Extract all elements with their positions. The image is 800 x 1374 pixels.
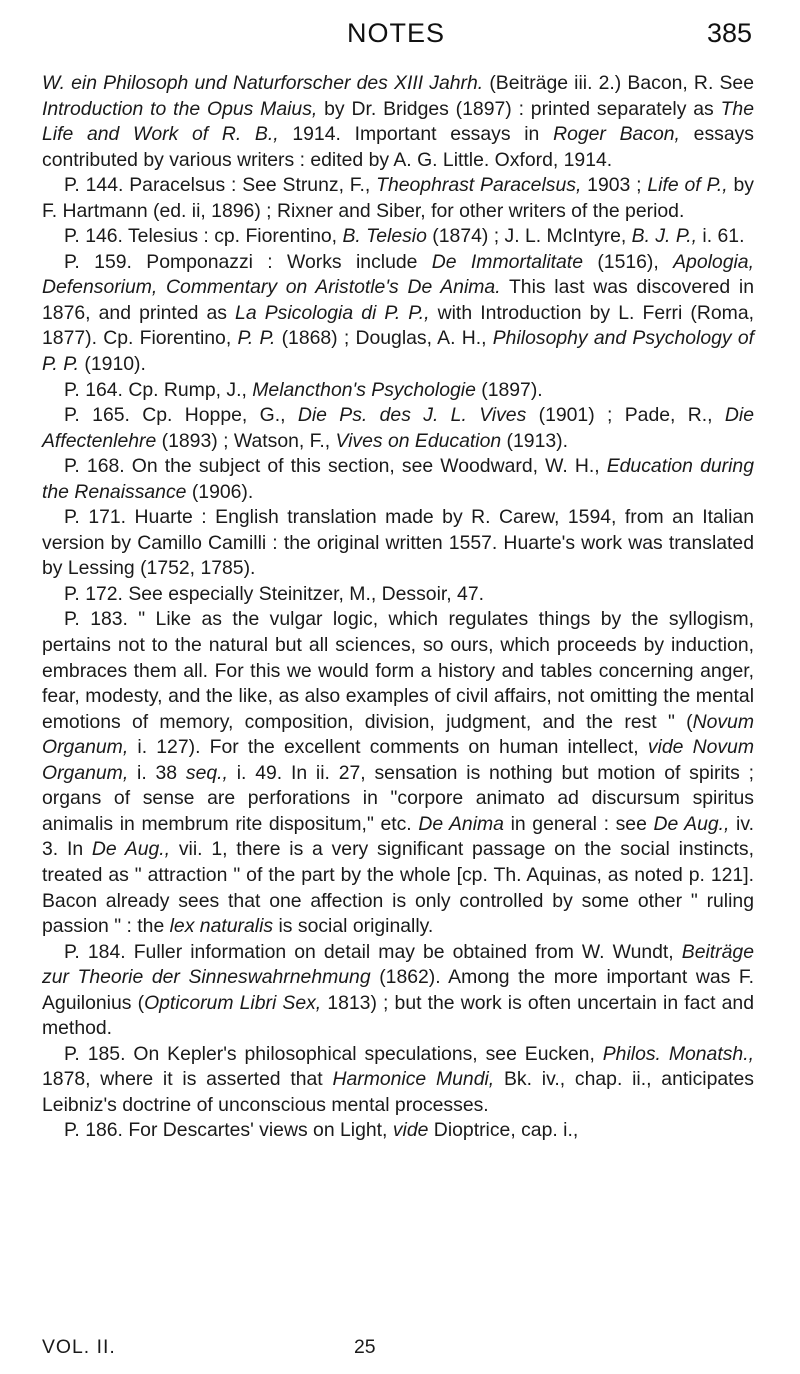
note-text: 1914. Important essays in xyxy=(278,123,554,146)
note-text: essays contributed by various writers : edited by A. G. Little. Oxford, 1914. xyxy=(42,123,755,171)
note-text: iv. 3. In xyxy=(42,812,755,861)
note-italic-text: De Aug., xyxy=(91,838,171,861)
note-paragraph xyxy=(42,250,754,378)
note-text: P. 165. Cp. Hoppe, G., xyxy=(64,404,298,427)
note-italic-text: De Immortalitate xyxy=(431,250,583,273)
note-text: (1874) ; J. L. McIntyre, xyxy=(426,225,632,248)
note-text: (1893) ; Watson, F., xyxy=(156,429,336,452)
note-italic-text: Roger Bacon, xyxy=(553,123,680,146)
note-text: P. 171. Huarte : English translation made by R. Carew, 1594, from an Italian version by Camillo Camilli : the original written 1557. Huarte's work was translated by Lessing (1752, 1785). xyxy=(42,506,754,580)
notes-body xyxy=(42,71,754,1144)
note-italic-text: B. J. P., xyxy=(631,225,698,248)
note-italic-text: Philosophy and Psychology of P. P. xyxy=(42,327,754,376)
note-text: P. 184. Fuller information on detail may be obtained from W. Wundt, xyxy=(64,940,682,963)
note-paragraph xyxy=(42,454,754,505)
note-italic-text: De Aug., xyxy=(653,812,730,835)
note-text: i. 127). For the excellent comments on human intellect, xyxy=(128,736,648,759)
note-text: i. 61. xyxy=(697,225,745,248)
note-text: P. 164. Cp. Rump, J., xyxy=(64,378,253,401)
volume-label: VOL. II. xyxy=(42,1336,116,1358)
note-text: P. 183. " Like as the vulgar logic, which regulates things by the syllogism, pertains not to the natural but all sciences, so ours, which proceeds by induction, embraces them all. For this we would form a history and tables concerning anger, fear, modesty, and the like, as also examples of civil affairs, not omitting the mental emotions of memory, composition, division, judgment, and the rest " ( xyxy=(42,608,754,733)
note-italic-text: Apologia, Defensorium, Commentary on Aristotle's De Anima. xyxy=(42,250,754,299)
note-italic-text: Philos. Monatsh., xyxy=(602,1042,754,1065)
note-paragraph xyxy=(42,378,754,404)
note-italic-text: Life of P., xyxy=(647,174,728,197)
note-text: vii. 1, there is a very significant passage on the social instincts, treated as " attraction " of the part by the whole [cp. Th. Aquinas, as noted p. 121]. Bacon already sees that one affection is only controlled by some other " ruling passion " : the xyxy=(42,838,755,938)
note-text: P. 146. Telesius : cp. Fiorentino, xyxy=(64,225,343,248)
note-italic-text: seq., xyxy=(185,761,228,784)
note-text: by F. Hartmann (ed. ii, 1896) ; Rixner and Siber, for other writers of the period. xyxy=(42,174,754,222)
note-text: P. 185. On Kepler's philosophical speculations, see Eucken, xyxy=(64,1042,603,1065)
note-text: (1913). xyxy=(501,429,568,452)
note-italic-text: Beiträge zur Theorie der Sinneswahrnehmung xyxy=(42,940,754,989)
note-italic-text: W. ein Philosoph und Naturforscher des XIII Jahrh. xyxy=(42,72,484,94)
note-text: P. 168. On the subject of this section, see Woodward, W. H., xyxy=(64,455,607,478)
note-text: (1897). xyxy=(475,378,543,401)
note-text: i. 38 xyxy=(128,761,186,784)
note-italic-text: lex naturalis xyxy=(169,915,274,938)
note-text: This last was discovered in 1876, and printed as xyxy=(42,276,754,324)
note-text: (1516), xyxy=(582,250,674,273)
note-text: in general : see xyxy=(503,812,654,835)
note-italic-text: vide Novum Organum, xyxy=(42,736,754,784)
running-header xyxy=(40,18,752,58)
note-italic-text: vide xyxy=(392,1119,429,1142)
note-text: P. 172. See especially Steinitzer, M., Dessoir, 47. xyxy=(64,582,484,605)
note-text: 1903 ; xyxy=(581,174,648,197)
note-italic-text: Die Ps. des J. L. Vives xyxy=(297,404,527,427)
note-paragraph xyxy=(42,582,754,608)
note-italic-text: P. P. xyxy=(237,327,276,350)
note-text: P. 186. For Descartes' views on Light, xyxy=(64,1119,393,1142)
note-text: (Beiträge iii. 2.) Bacon, R. See xyxy=(483,72,754,94)
note-italic-text: Education during the Renaissance xyxy=(42,455,754,503)
note-paragraph xyxy=(42,224,754,250)
note-italic-text: B. Telesio xyxy=(342,225,427,248)
signature-mark: 25 xyxy=(354,1336,376,1358)
note-paragraph xyxy=(42,607,754,939)
note-text: with Introduction by L. Ferri (Roma, 1877). Cp. Fiorentino, xyxy=(42,301,754,350)
note-paragraph xyxy=(42,1118,754,1144)
note-paragraph xyxy=(42,71,754,173)
running-title: NOTES xyxy=(346,18,445,48)
note-text: 1813) ; but the work is often uncertain in fact and method. xyxy=(42,991,754,1040)
note-text: i. 49. In ii. 27, sensation is nothing but motion of spirits ; organs of sense are perforations in "corpore animato ad discursum spiritus animalis in membrum rite dispositum," etc. xyxy=(42,761,754,835)
note-text: (1906). xyxy=(186,480,254,503)
note-paragraph xyxy=(42,505,754,582)
note-italic-text: Die Affectenlehre xyxy=(42,404,754,452)
page-footer xyxy=(42,1336,754,1364)
note-text: (1910). xyxy=(79,353,146,376)
note-text: 1878, where it is asserted that xyxy=(42,1068,333,1091)
note-text: P. 144. Paracelsus : See Strunz, F., xyxy=(64,174,377,197)
note-italic-text: Theophrast Paracelsus, xyxy=(376,174,582,197)
note-text: (1901) ; Pade, R., xyxy=(526,404,725,427)
note-text: (1868) ; Douglas, A. H., xyxy=(275,327,493,350)
note-paragraph xyxy=(42,940,754,1042)
note-text: P. 159. Pomponazzi : Works include xyxy=(64,250,432,273)
note-text: Bk. iv., chap. ii., anticipates Leibniz's doctrine of unconscious mental processes. xyxy=(42,1068,755,1116)
note-italic-text: Harmonice Mundi, xyxy=(332,1068,495,1091)
note-italic-text: The Life and Work of R. B., xyxy=(42,97,754,146)
note-italic-text: Melancthon's Psychologie xyxy=(252,378,476,401)
note-paragraph xyxy=(42,1042,754,1119)
note-paragraph xyxy=(42,173,754,224)
note-italic-text: La Psicologia di P. P., xyxy=(235,301,430,324)
note-text: Dioptrice, cap. i., xyxy=(428,1119,579,1142)
note-text: (1862). Among the more important was F. Aguilonius ( xyxy=(42,966,755,1014)
note-italic-text: De Anima xyxy=(418,812,504,835)
note-text: is social originally. xyxy=(273,915,434,938)
note-paragraph xyxy=(42,403,754,454)
note-text: by Dr. Bridges (1897) : printed separately as xyxy=(317,97,721,120)
note-italic-text: Novum Organum, xyxy=(42,710,754,759)
page-number: 385 xyxy=(706,18,752,48)
note-italic-text: Vives on Education xyxy=(335,429,502,452)
note-italic-text: Opticorum Libri Sex, xyxy=(144,991,322,1014)
note-italic-text: Introduction to the Opus Maius, xyxy=(42,97,318,120)
